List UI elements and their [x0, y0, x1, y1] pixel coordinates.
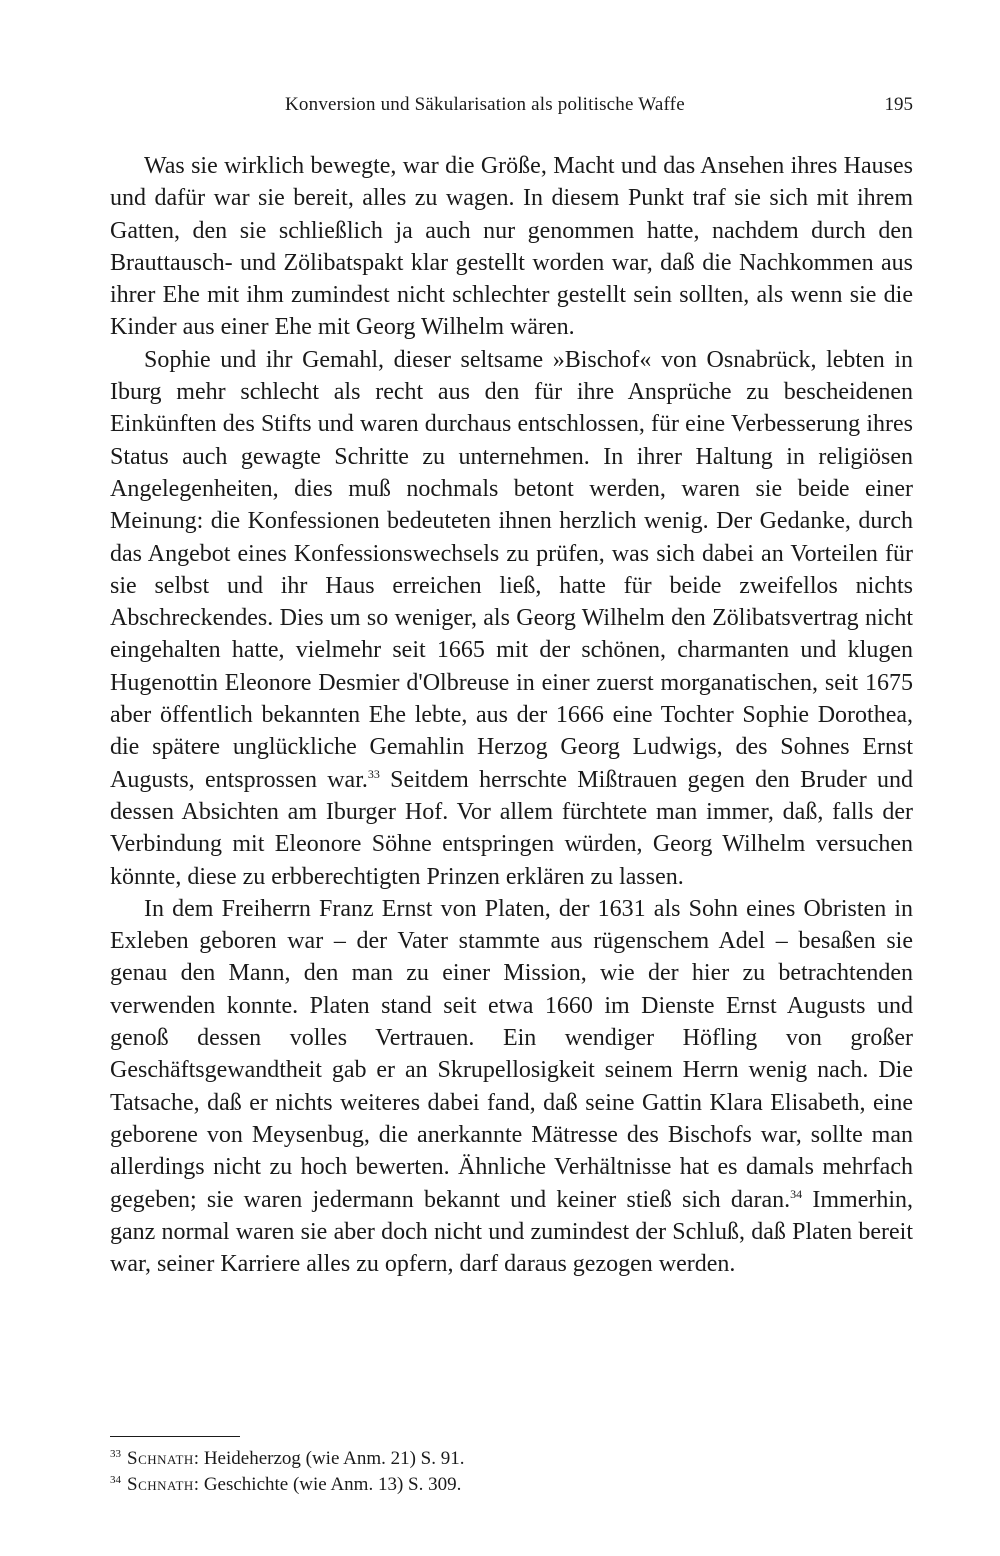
footnote-34 — [110, 1472, 913, 1498]
page-number: 195 — [884, 94, 913, 115]
paragraph-3-text-after-ref: Immerhin, ganz normal waren sie aber doch nicht und zumindest der Schluß, daß Platen bereit war, seiner Karriere alles zu opfern, darf daraus gezogen werden. — [110, 1186, 914, 1278]
footnote-number: 33 — [110, 1447, 121, 1460]
running-head — [110, 94, 913, 124]
paragraph-3 — [110, 893, 913, 1281]
footnote-author: Schnath — [127, 1474, 194, 1495]
footnote-text: : Heideherzog (wie Anm. 21) S. 91. — [193, 1448, 465, 1469]
paragraph-2-text-before-ref: Sophie und ihr Gemahl, dieser seltsame »Bischof« von Osnabrück, lebten in Iburg mehr schlecht als recht aus den für ihre Ansprüche zu bescheidenen Einkünften des Stifts und waren durchaus entschlossen, für eine Verbesserung ihres Status auch gewagte Schritte zu unternehmen. In ihrer Haltung in religiösen Angelegenheiten, dies muß nochmals betont werden, waren sie beide einer Meinung: die Konfessionen bedeuteten ihnen herzlich wenig. Der Gedanke, durch das Angebot eines Konfessionswechsels zu prüfen, was sich dabei an Vorteilen für sie selbst und ihr Haus erreichen ließ, hatte für beide zweifellos nichts Abschreckendes. Dies um so weniger, als Georg Wilhelm den Zölibatsvertrag nicht eingehalten hatte, vielmehr seit 1665 mit der schönen, charmanten und klugen Hugenottin Eleonore Desmier d'Olbreuse in einer zuerst morganatischen, seit 1675 aber öffentlich bekannten Ehe lebte, aus der 1666 eine Tochter Sophie Dorothea, die spätere unglückliche Gemahlin Herzog Georg Ludwigs, des Sohnes Ernst Augusts, entsprossen war. — [110, 346, 913, 793]
paragraph-2 — [110, 344, 913, 893]
footnote-text: : Geschichte (wie Anm. 13) S. 309. — [193, 1474, 462, 1495]
footnote-divider — [110, 1436, 240, 1437]
footnote-author: Schnath — [127, 1448, 194, 1469]
paragraph-1-text: Was sie wirklich bewegte, war die Größe, Macht und das Ansehen ihres Hauses und dafür war sie bereit, alles zu wagen. In diesem Punkt traf sie sich mit ihrem Gatten, den sie schließlich ja auch nur genommen hatte, nachdem durch den Brauttausch- und Zölibatspakt klar gestellt worden war, daß die Nachkommen aus ihrer Ehe mit ihm zumindest nicht schlechter gestellt sein sollten, als wenn sie die Kinder aus einer Ehe mit Georg Wilhelm wären. — [110, 153, 913, 341]
footnote-ref-34: 34 — [790, 1186, 803, 1201]
footnote-number: 34 — [110, 1473, 121, 1486]
paragraph-2-text-after-ref: Seitdem herrschte Mißtrauen gegen den Bruder und dessen Absichten am Iburger Hof. Vor allem fürchtete man immer, daß, falls der Verbindung mit Eleonore Söhne entspringen würden, Georg Wilhelm versuchen könnte, diese zu erbberechtigten Prinzen erklären zu lassen. — [110, 766, 913, 890]
running-head-title: Konversion und Säkularisation als politische Waffe — [285, 94, 685, 115]
paragraph-1 — [110, 150, 913, 344]
body-text — [110, 150, 913, 1280]
footnotes — [110, 1446, 913, 1498]
footnote-ref-33: 33 — [367, 766, 380, 781]
paragraph-3-text-before-ref: In dem Freiherrn Franz Ernst von Platen, der 1631 als Sohn eines Obristen in Exleben geboren war – der Vater stammte aus rügenschem Adel – besaßen sie genau den Mann, den man zu einer Mission, wie der hier zu betrachtenden verwenden konnte. Platen stand seit etwa 1660 im Dienste Ernst Augusts und genoß dessen volles Vertrauen. Ein wendiger Höfling von großer Geschäftsgewandtheit gab er an Skrupellosigkeit seinem Herrn wenig nach. Die Tatsache, daß er nichts weiteres dabei fand, daß seine Gattin Klara Elisabeth, eine geborene von Meysenbug, die anerkannte Mätresse des Bischofs war, sollte man allerdings nicht zu hoch bewerten. Ähnliche Verhältnisse hat es damals mehrfach gegeben; sie waren jedermann bekannt und keiner stieß sich daran. — [110, 895, 913, 1213]
footnote-33 — [110, 1446, 913, 1472]
